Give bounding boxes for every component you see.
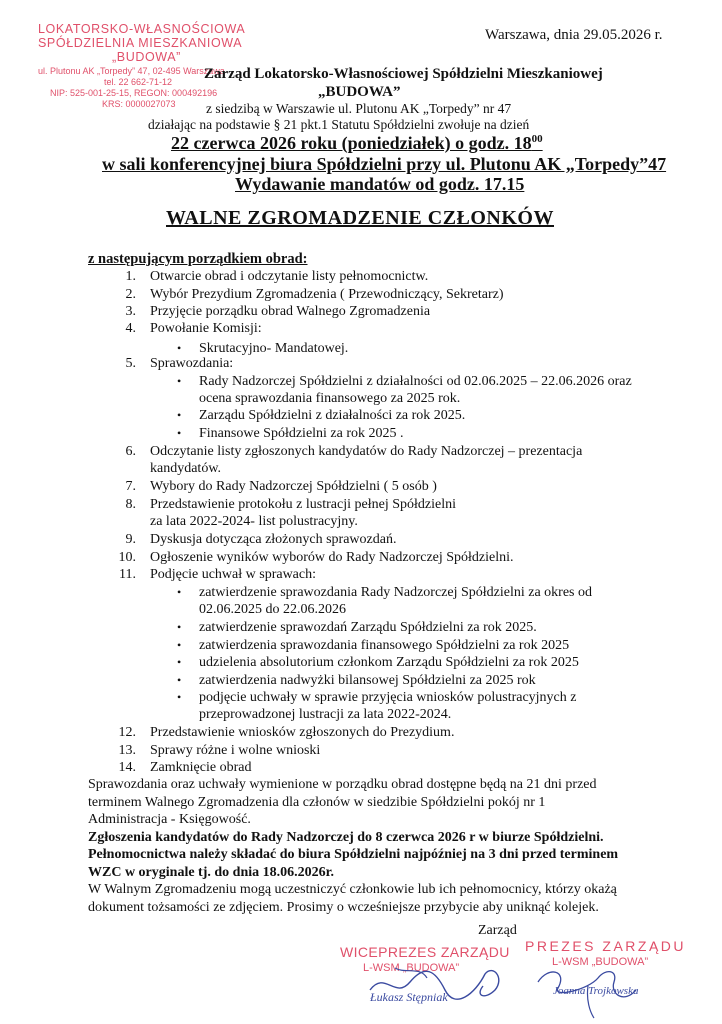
bullet-icon: •	[177, 673, 182, 687]
mandates-info: Wydawanie mandatów od godz. 17.15	[235, 174, 525, 194]
reports-availability-line: terminem Walnego Zgromadzenia dla członów w siedzibie Spółdzielni pokój nr 1	[88, 795, 546, 810]
sub-item-continuation: 02.06.2025 do 22.06.2026	[199, 602, 346, 617]
document-date: Warszawa, dnia 29.05.2026 r.	[485, 27, 663, 43]
signoff: Zarząd	[478, 923, 517, 938]
attendance-info-line: W Walnym Zgromadzeniu mogą uczestniczyć członkowie lub ich pełnomocnicy, którzy okażą	[88, 882, 617, 897]
document-title: WALNE ZGROMADZENIE CZŁONKÓW	[166, 207, 554, 229]
president-stamp-org: L-WSM „BUDOWA”	[552, 956, 649, 968]
stamp-line-5: tel. 22 662-71-12	[104, 77, 173, 87]
bullet-icon: •	[177, 690, 182, 704]
reports-availability-line: Administracja - Księgowość.	[88, 812, 251, 827]
agenda-item-continuation: kandydatów.	[150, 461, 222, 476]
bullet-icon: •	[177, 585, 182, 599]
president-name: Joanna Trojkowska	[553, 985, 639, 997]
meeting-place: w sali konferencyjnej biura Spółdzielni przy ul. Plutonu AK „Torpedy”47	[102, 154, 667, 174]
bullet-icon: •	[177, 341, 182, 355]
proxy-deadline-line: Pełnomocnictwa należy składać do biura Spółdzielni najpóźniej na 3 dni przed terminem	[88, 847, 619, 862]
agenda-heading: z następującym porządkiem obrad:	[88, 251, 308, 267]
stamp-line-1: LOKATORSKO-WŁASNOŚCIOWA	[38, 22, 246, 36]
stamp-line-6: NIP: 525-001-25-15, REGON: 000492196	[50, 88, 218, 98]
header-statute: działając na podstawie § 21 pkt.1 Statutu Spółdzielni zwołuje na dzień	[148, 117, 530, 132]
meeting-time-minutes: 00	[531, 133, 543, 145]
header-budowa: „BUDOWA”	[318, 84, 401, 100]
president-stamp-title: PREZES ZARZĄDU	[525, 938, 687, 954]
stamp-line-2: SPÓŁDZIELNIA MIESZKANIOWA	[38, 36, 243, 50]
bullet-icon: •	[177, 620, 182, 634]
bullet-icon: •	[177, 426, 182, 440]
document-page: LOKATORSKO-WŁASNOŚCIOWA SPÓŁDZIELNIA MIESZKANIOWA „BUDOWA” ul. Plutonu AK „Torpedy” 47, 02-495 Warszawa tel. 22 662-71-12 NIP: 525-001-25-15, REGON: 000492196 KRS: 0000027073 Warszawa, dnia 29.05.2026 r. Zarząd Lokatorsko-Własnościowej Spółdzielni Mieszkaniowej „BUDOWA” z siedzibą w Warszawie ul. Plutonu AK „Torpedy” nr 47 działając na podstawie § 21 pkt.1 Statutu Spółdzielni zwołuje na dzień 22 czerwca 2026 roku (poniedziałek) o godz. $18^{00}$ w sali konferencyjnej biura Spółdzielni przy ul. Plutonu AK „Torpedy”47 Wydawanie mandatów od godz. 17.15 WALNE ZGROMADZENIE CZŁONKÓW z następującym porządkiem obrad: 1. Otwarcie obrad i odczytanie listy pełnomocnictw. 2. Wybór Prezydium Zgromadzenia ( Przewodniczący, Sekretarz) 3. Przyjęcie porządku obrad Walnego Zgromadzenia 4. Powołanie Komisji: • Skrutacyjno- Mandatowej. 5. Sprawozdania: • Rady Nadzorczej Spółdzielni z działalności od 02.06.2025 – 22.06.2026 oraz ocena sprawozdania finansowego za 2025 rok. • Zarządu Spółdzielni z działalności za rok 2025. • Finansowe Spółdzielni za rok 2025 . 6. Odczytanie listy zgłoszonych kandydatów do Rady Nadzorczej – prezentacja kandydatów. 7. Wybory do Rady Nadzorczej Spółdzielni ( 5 osób ) 8. Przedstawienie protokołu z lustracji pełnej Spółdzielni za lata 2022-2024- list polustracyjny. 9. Dyskusja dotycząca złożonych sprawozdań. 10. Ogłoszenie wyników wyborów do Rady Nadzorczej Spółdzielni. 11. Podjęcie uchwał w sprawach: • zatwierdzenie sprawozdania Rady Nadzorczej Spółdzielni za okres od 02.06.2025 do 22.06.2026 • zatwierdzenie sprawozdań Zarządu Spółdzielni za rok 2025. • zatwierdzenia sprawozdania finansowego Spółdzielni za rok 2025 • udzielenia absolutorium członkom Zarządu Spółdzielni za rok 2025 • zatwierdzenia nadwyżki bilansowej Spółdzielni za 2025 rok • podjęcie uchwały w sprawie przyjęcia wniosków polustracyjnych z przeprowadzonej lustracji za lata 2022-2024. 12. Przedstawienie wniosków zgłoszonych do Prezydium. 13. Sprawy różne i wolne wnioski 14. Zamknięcie obrad Sprawozdania oraz uchwały wymienione w porządku obrad dostępne będą na 21 dni przed terminem Walnego Zgromadzenia dla członów w siedzibie Spółdzielni pokój nr 1 Administracja - Księgowość. Zgłoszenia kandydatów do Rady Nadzorczej do 8 czerwca 2026 r w biurze Spółdzielni. Pełnomocnictwa należy składać do biura Spółdzielni najpóźniej na 3 dni przed terminem WZC w oryginale tj. do dnia 18.06.2026r. W Walnym Zgromadzeniu mogą uczestniczyć członkowie lub ich pełnomocnicy, którzy okażą dokument tożsamości ze zdjęciem. Prosimy o wcześniejsze przybycie aby uniknąć kolejek. Zarząd WICEPREZES ZARZĄDU L-WSM „BUDOWA” Łukasz Stępniak PREZES ZARZĄDU L-WSM „BUDOWA” Joanna Trojkowska	[0, 0, 722, 1024]
reports-availability-line: Sprawozdania oraz uchwały wymienione w porządku obrad dostępne będą na 21 dni przed	[88, 777, 597, 792]
vice-president-name: Łukasz Stępniak	[370, 990, 448, 1004]
sub-item-continuation: przeprowadzonej lustracji za lata 2022-2024.	[199, 707, 452, 722]
bullet-icon: •	[177, 408, 182, 422]
meeting-date: 22 czerwca 2026 roku (poniedziałek) o godz. $18^{00}$	[171, 133, 543, 153]
sub-item-continuation: ocena sprawozdania finansowego za 2025 rok.	[199, 391, 461, 406]
attendance-info-line: dokument tożsamości ze zdjęciem. Prosimy o wcześniejsze przybycie aby uniknąć kolejek.	[88, 900, 599, 915]
bullet-icon: •	[177, 638, 182, 652]
stamp-line-4: ul. Plutonu AK „Torpedy” 47, 02-495 Warszawa	[38, 66, 225, 76]
bullet-icon: •	[177, 655, 182, 669]
candidates-deadline-line: Zgłoszenia kandydatów do Rady Nadzorczej do 8 czerwca 2026 r w biurze Spółdzielni.	[88, 830, 604, 845]
bullet-icon: •	[177, 374, 182, 388]
header-address: z siedzibą w Warszawie ul. Plutonu AK „Torpedy” nr 47	[206, 101, 512, 116]
proxy-deadline-line: WZC w oryginale tj. do dnia 18.06.2026r.	[88, 865, 335, 880]
vice-president-stamp-title: WICEPREZES ZARZĄDU	[340, 944, 510, 960]
stamp-line-3: „BUDOWA”	[112, 50, 181, 64]
agenda-item-continuation: za lata 2022-2024- list polustracyjny.	[150, 514, 358, 529]
header-organization: Zarząd Lokatorsko-Własnościowej Spółdzielni Mieszkaniowej	[204, 66, 603, 82]
stamp-line-7: KRS: 0000027073	[102, 99, 176, 109]
vice-president-stamp-org: L-WSM „BUDOWA”	[363, 962, 460, 974]
